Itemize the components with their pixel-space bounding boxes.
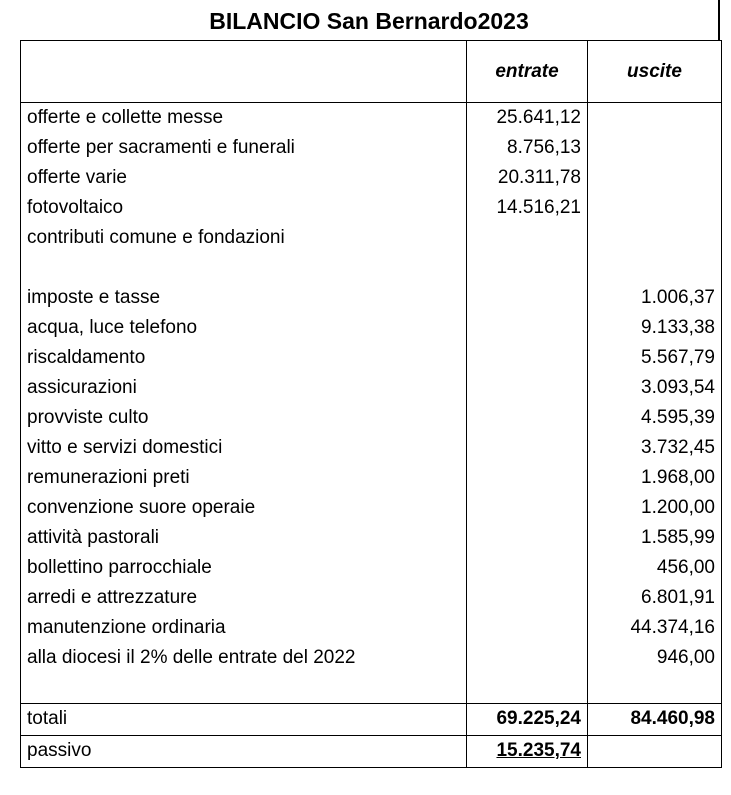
totals-label-cell[interactable]: totali xyxy=(21,703,467,735)
table-row xyxy=(21,373,722,403)
passivo-label-cell[interactable]: passivo xyxy=(21,735,467,767)
row-entrate-cell[interactable] xyxy=(467,283,588,313)
row-label-cell[interactable]: vitto e servizi domestici xyxy=(21,433,467,463)
table-row xyxy=(21,163,722,193)
row-label-cell[interactable]: imposte e tasse xyxy=(21,283,467,313)
table-row xyxy=(21,523,722,553)
row-uscite-cell[interactable]: 456,00 xyxy=(588,553,722,583)
row-uscite-cell[interactable] xyxy=(588,673,722,703)
row-label-cell[interactable]: offerte e collette messe xyxy=(21,103,467,134)
row-entrate-cell[interactable] xyxy=(467,253,588,283)
row-label-cell[interactable] xyxy=(21,673,467,703)
row-uscite-cell[interactable] xyxy=(588,163,722,193)
row-entrate-cell[interactable]: 8.756,13 xyxy=(467,133,588,163)
row-uscite-cell[interactable]: 44.374,16 xyxy=(588,613,722,643)
row-entrate-cell[interactable] xyxy=(467,373,588,403)
row-label-cell[interactable]: provviste culto xyxy=(21,403,467,433)
row-entrate-cell[interactable] xyxy=(467,673,588,703)
row-entrate-cell[interactable]: 20.311,78 xyxy=(467,163,588,193)
row-uscite-cell[interactable]: 9.133,38 xyxy=(588,313,722,343)
header-row xyxy=(21,41,722,103)
row-entrate-cell[interactable]: 14.516,21 xyxy=(467,193,588,223)
table-row xyxy=(21,313,722,343)
row-uscite-cell[interactable]: 5.567,79 xyxy=(588,343,722,373)
row-label-cell[interactable]: attività pastorali xyxy=(21,523,467,553)
row-label-cell[interactable]: assicurazioni xyxy=(21,373,467,403)
table-row xyxy=(21,103,722,134)
row-label-cell[interactable] xyxy=(21,253,467,283)
row-label-cell[interactable]: offerte varie xyxy=(21,163,467,193)
table-row xyxy=(21,403,722,433)
row-label-cell[interactable]: arredi e attrezzature xyxy=(21,583,467,613)
row-entrate-cell[interactable] xyxy=(467,523,588,553)
row-entrate-cell[interactable] xyxy=(467,553,588,583)
row-entrate-cell[interactable] xyxy=(467,223,588,253)
row-label-cell[interactable]: contributi comune e fondazioni xyxy=(21,223,467,253)
table-row xyxy=(21,493,722,523)
table-row xyxy=(21,463,722,493)
table-row xyxy=(21,193,722,223)
row-label-cell[interactable]: acqua, luce telefono xyxy=(21,313,467,343)
row-uscite-cell[interactable]: 1.200,00 xyxy=(588,493,722,523)
header-label-cell[interactable] xyxy=(21,41,467,103)
table-row xyxy=(21,553,722,583)
row-label-cell[interactable]: riscaldamento xyxy=(21,343,467,373)
table-row xyxy=(21,253,722,283)
row-label-cell[interactable]: manutenzione ordinaria xyxy=(21,613,467,643)
table-row xyxy=(21,223,722,253)
row-entrate-cell[interactable] xyxy=(467,643,588,673)
row-label-cell[interactable]: offerte per sacramenti e funerali xyxy=(21,133,467,163)
row-uscite-cell[interactable]: 4.595,39 xyxy=(588,403,722,433)
row-uscite-cell[interactable] xyxy=(588,133,722,163)
row-entrate-cell[interactable] xyxy=(467,433,588,463)
row-uscite-cell[interactable]: 1.585,99 xyxy=(588,523,722,553)
totals-uscite-cell[interactable]: 84.460,98 xyxy=(588,703,722,735)
row-label-cell[interactable]: alla diocesi il 2% delle entrate del 2022 xyxy=(21,643,467,673)
row-entrate-cell[interactable] xyxy=(467,613,588,643)
row-uscite-cell[interactable]: 1.968,00 xyxy=(588,463,722,493)
table-row xyxy=(21,433,722,463)
row-uscite-cell[interactable] xyxy=(588,223,722,253)
totals-entrate-cell[interactable]: 69.225,24 xyxy=(467,703,588,735)
row-entrate-cell[interactable] xyxy=(467,313,588,343)
budget-table xyxy=(20,40,722,768)
row-entrate-cell[interactable] xyxy=(467,463,588,493)
row-label-cell[interactable]: remunerazioni preti xyxy=(21,463,467,493)
row-uscite-cell[interactable] xyxy=(588,253,722,283)
row-uscite-cell[interactable] xyxy=(588,193,722,223)
row-uscite-cell[interactable]: 3.093,54 xyxy=(588,373,722,403)
table-row xyxy=(21,283,722,313)
row-entrate-cell[interactable] xyxy=(467,403,588,433)
row-entrate-cell[interactable] xyxy=(467,583,588,613)
header-uscite[interactable]: uscite xyxy=(588,41,722,103)
passivo-uscite-cell[interactable] xyxy=(588,735,722,767)
row-entrate-cell[interactable] xyxy=(467,493,588,523)
row-entrate-cell[interactable]: 25.641,12 xyxy=(467,103,588,134)
passivo-row xyxy=(21,735,722,767)
row-label-cell[interactable]: fotovoltaico xyxy=(21,193,467,223)
row-label-cell[interactable]: convenzione suore operaie xyxy=(21,493,467,523)
row-uscite-cell[interactable] xyxy=(588,103,722,134)
table-row xyxy=(21,583,722,613)
table-row xyxy=(21,343,722,373)
table-row xyxy=(21,613,722,643)
table-row xyxy=(21,673,722,703)
row-uscite-cell[interactable]: 946,00 xyxy=(588,643,722,673)
passivo-value-cell[interactable]: 15.235,74 xyxy=(467,735,588,767)
table-row xyxy=(21,133,722,163)
row-uscite-cell[interactable]: 1.006,37 xyxy=(588,283,722,313)
totals-row xyxy=(21,703,722,735)
row-uscite-cell[interactable]: 6.801,91 xyxy=(588,583,722,613)
sheet-title: BILANCIO San Bernardo2023 xyxy=(20,0,720,40)
row-entrate-cell[interactable] xyxy=(467,343,588,373)
row-uscite-cell[interactable]: 3.732,45 xyxy=(588,433,722,463)
row-label-cell[interactable]: bollettino parrocchiale xyxy=(21,553,467,583)
table-row xyxy=(21,643,722,673)
header-entrate[interactable]: entrate xyxy=(467,41,588,103)
